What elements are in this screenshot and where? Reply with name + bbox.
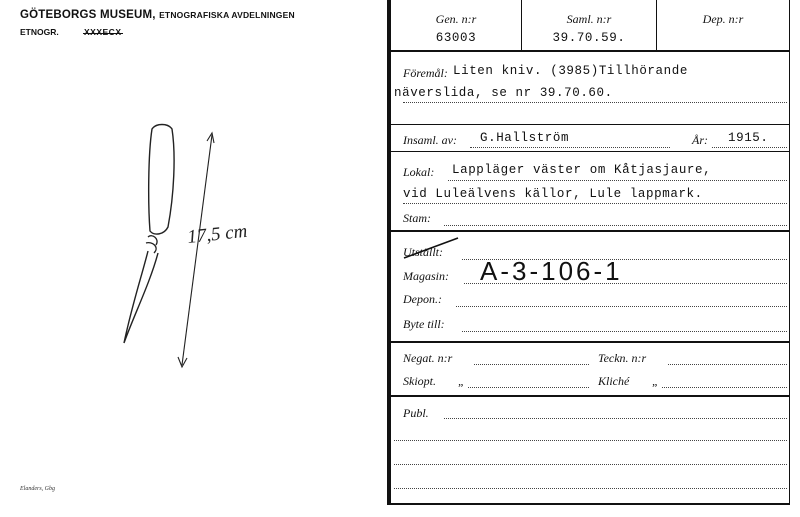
- strike-mark: [400, 234, 464, 262]
- row-divider: [391, 124, 789, 125]
- dotted-line: [456, 306, 787, 307]
- lokal-line-1: Lappläger väster om Kåtjasjaure,: [452, 163, 712, 177]
- cliche-ditto: „: [652, 374, 659, 388]
- utstallt-label: Utställt:: [403, 245, 444, 259]
- skiopt-label: Skiopt.: [403, 374, 436, 388]
- department-name: ETNOGRAFISKA AVDELNINGEN: [159, 10, 295, 20]
- dotted-line: [468, 387, 589, 388]
- dotted-line: [668, 364, 787, 365]
- dotted-line: [394, 440, 787, 441]
- printer-credit: Elanders, Gbg: [20, 486, 55, 492]
- row-divider: [391, 230, 789, 232]
- dotted-line: [403, 102, 787, 103]
- stam-label: Stam:: [403, 211, 431, 225]
- foremal-line-2: näverslida, se nr 39.70.60.: [394, 86, 613, 100]
- ar-value: 1915.: [728, 131, 769, 145]
- teckn-label: Teckn. n:r: [598, 351, 647, 365]
- card-bottom-border: [391, 503, 789, 505]
- publ-label: Publ.: [403, 406, 429, 420]
- saml-nr-value: 39.70.59.: [552, 31, 626, 45]
- card-right-border: [789, 0, 790, 505]
- dotted-line: [444, 418, 787, 419]
- dotted-line: [394, 488, 787, 489]
- dotted-line: [462, 331, 787, 332]
- dotted-line: [394, 464, 787, 465]
- row-divider: [391, 341, 789, 343]
- row-divider: [391, 395, 789, 397]
- card-left-border: [387, 0, 391, 505]
- dotted-line: [662, 387, 787, 388]
- saml-nr-label: Saml. n:r: [566, 12, 612, 26]
- row-divider: [391, 50, 789, 52]
- dotted-line: [403, 203, 787, 204]
- negat-label: Negat. n:r: [403, 351, 453, 365]
- etnogr-label: ETNOGR.: [20, 27, 59, 37]
- dotted-line: [444, 225, 787, 226]
- magasin-value: A-3-106-1: [480, 256, 623, 286]
- cliche-label: Kliché: [598, 374, 630, 388]
- row-divider: [391, 151, 789, 152]
- knife-sketch: [110, 115, 270, 375]
- lokal-line-2: vid Luleälvens källor, Lule lappmark.: [403, 187, 703, 201]
- foremal-label: Föremål:: [403, 66, 448, 80]
- museum-name: GÖTEBORGS MUSEUM,: [20, 9, 156, 21]
- gen-nr-label: Gen. n:r: [435, 12, 477, 26]
- skiopt-ditto: „: [458, 374, 465, 388]
- lokal-label: Lokal:: [403, 165, 435, 179]
- measurement-label: 17,5 cm: [186, 220, 249, 248]
- museum-header: [20, 9, 295, 21]
- dotted-line: [448, 180, 787, 181]
- dotted-line: [464, 283, 787, 284]
- dep-nr-label: Dep. n:r: [702, 12, 744, 26]
- dotted-line: [470, 147, 670, 148]
- magasin-label: Magasin:: [403, 269, 449, 283]
- ar-label: År:: [692, 133, 708, 147]
- dotted-line: [474, 364, 589, 365]
- depon-label: Depon.:: [403, 292, 442, 306]
- byte-label: Byte till:: [403, 317, 445, 331]
- foremal-line-1: Liten kniv. (3985)Tillhörande: [453, 64, 688, 78]
- insaml-label: Insaml. av:: [403, 133, 457, 147]
- gen-nr-value: 63003: [435, 31, 477, 45]
- insaml-value: G.Hallström: [480, 131, 570, 145]
- dotted-line: [712, 147, 787, 148]
- etnogr-struck-text: XXXECX: [84, 27, 122, 37]
